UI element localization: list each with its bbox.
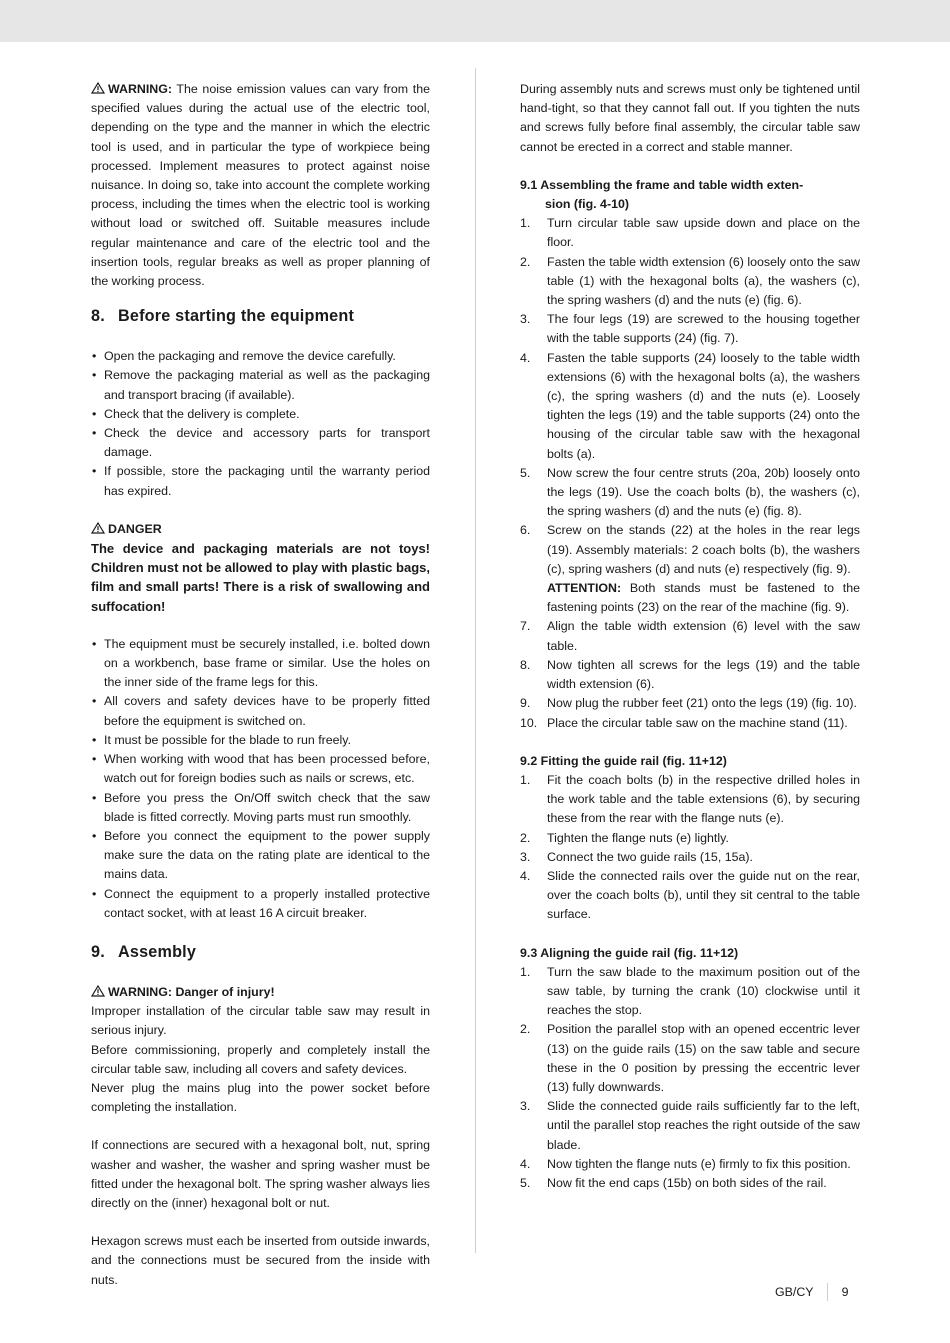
section-9-2-heading: 9.2 Fitting the guide rail (fig. 11+12): [520, 753, 727, 768]
step-number: 2.: [520, 830, 531, 845]
step-text: Align the table width extension (6) level with the saw table.: [547, 619, 860, 653]
list-item: • Before you connect the equipment to the power supply make sure the data on the rating plate are identical to the mains data.: [91, 827, 430, 885]
before-start-list: [91, 347, 430, 501]
section-9-1-steps: [520, 214, 860, 732]
injury-warning-p3: Never plug the mains plug into the power socket before completing the installation.: [91, 1080, 430, 1115]
step-number: 5.: [520, 1175, 531, 1190]
step-text: Now screw the four centre struts (20a, 20b) loosely onto the legs (19). Use the coach bolts (b), the washers (c), the spring washers (d) and the nuts (e) (fig. 8).: [547, 465, 860, 519]
step-item: [520, 464, 860, 522]
step-number: 4.: [520, 1156, 531, 1171]
list-item: • It must be possible for the blade to run freely.: [91, 731, 430, 750]
step-number: 3.: [520, 1099, 531, 1114]
footer-separator: [827, 1283, 828, 1301]
danger-heading: DANGER: [91, 520, 430, 539]
warning-text: The noise emission values can vary from the specified values during the actual use of the electric tool, depending on the type and the manner in which the electric tool is used, and in particular the type of workpiece being processed. Implement measures to protect against noise nuisance. In doing so, take into account the complete working process, including the times when the electric tool is working without load or switched off. Suitable measures include regular maintenance and care of the electric tool and the insertion tools, regular breaks as well as proper planning of the working process.: [91, 82, 430, 289]
step-text: Now tighten the flange nuts (e) firmly to fix this position.: [547, 1156, 851, 1171]
section-8-heading: 8. Before starting the equipment: [91, 307, 355, 326]
step-number: 5.: [520, 465, 531, 480]
warning-label: WARNING:: [108, 82, 173, 96]
right-column: [520, 80, 860, 1193]
step-text: Fit the coach bolts (b) in the respective drilled holes in the work table and the table extensions (6), by securing these from the rear with the flange nuts (e).: [547, 772, 860, 826]
step-text: Position the parallel stop with an opened eccentric lever (13) on the guide rails (15) on the saw table and secure these in the 0 position by pressing the eccentric lever (13) fully downwards.: [547, 1022, 860, 1094]
step-number: 1.: [520, 216, 531, 231]
step-item: [520, 867, 860, 925]
page-header-band: [0, 0, 950, 42]
step-number: 2.: [520, 1022, 531, 1037]
step-item: [520, 310, 860, 348]
step-number: 6.: [520, 523, 531, 538]
step-item: [520, 714, 860, 733]
step-number: 9.: [520, 696, 531, 711]
step-item: [520, 253, 860, 311]
warning-triangle-icon: [91, 985, 105, 997]
step-number: 8.: [520, 657, 531, 672]
step-text: The four legs (19) are screwed to the housing together with the table supports (24) (fig. 7).: [547, 312, 860, 346]
step-number: 4.: [520, 350, 531, 365]
section-9-heading: 9. Assembly: [91, 942, 197, 961]
assembly-intro: During assembly nuts and screws must only be tightened until hand-tight, so that they cannot fall out. If you tighten the nuts and screws fully before final assembly, the circular table saw cannot be erected in a correct and stable manner.: [520, 82, 860, 154]
left-column: [91, 80, 430, 1290]
step-item: [520, 1097, 860, 1155]
step-text: Fasten the table width extension (6) loosely onto the saw table (1) with the hexagonal bolts (a), the washers (c), the spring washers (d) and the nuts (e) (fig. 6).: [547, 254, 860, 308]
step-number: 1.: [520, 772, 531, 787]
step-text: Turn the saw blade to the maximum position out of the saw table, by turning the crank (10) clockwise until it reaches the stop.: [547, 964, 860, 1018]
injury-warning-heading: WARNING: Danger of injury!: [91, 983, 430, 1002]
step-text: Slide the connected rails over the guide nut on the rear, over the coach bolts (b), until they sit central to the table surface.: [547, 868, 860, 922]
list-item: • Before you press the On/Off switch check that the saw blade is fitted correctly. Moving parts must run smoothly.: [91, 789, 430, 827]
step-number: 2.: [520, 254, 531, 269]
step-text: Slide the connected guide rails sufficiently far to the left, until the parallel stop reaches the right outside of the saw blade.: [547, 1099, 860, 1152]
step-item: [520, 1020, 860, 1097]
section-9-2-steps: [520, 771, 860, 925]
step-text: Now fit the end caps (15b) on both sides of the rail.: [547, 1175, 827, 1190]
step-text: Place the circular table saw on the machine stand (11).: [547, 715, 848, 730]
list-item: • Remove the packaging material as well as the packaging and transport bracing (if available).: [91, 366, 430, 404]
step-text: Fasten the table supports (24) loosely to the table width extensions (6) with the hexagonal bolts (a), the washers (c), the spring washers (d) and the nuts (e). Loosely tighten the legs (19) and the table supports (24) onto the housing of the circular table saw with the hexagonal bolts (a).: [547, 350, 860, 461]
bolts-paragraph: If connections are secured with a hexagonal bolt, nut, spring washer and washer, the washer and spring washer must be fitted under the hexagonal bolt. The spring washer always lies directly on the (inner) hexagonal bolt or nut.: [91, 1138, 430, 1210]
step-number: 3.: [520, 312, 531, 327]
danger-triangle-icon: [91, 522, 105, 534]
step-number: 1.: [520, 964, 531, 979]
step-item: [520, 1174, 860, 1193]
step-item: [520, 349, 860, 464]
language-code: GB/CY: [775, 1285, 814, 1299]
step-text: Tighten the flange nuts (e) lightly.: [547, 830, 729, 845]
section-9-3-steps: [520, 963, 860, 1193]
danger-text: The device and packaging materials are not toys! Children must not be allowed to play with plastic bags, film and small parts! There is a risk of swallowing and suffocation!: [91, 541, 430, 614]
step-item: [520, 1155, 860, 1174]
attention-label: ATTENTION:: [547, 581, 622, 596]
step-text: Now tighten all screws for the legs (19) and the table width extension (6).: [547, 657, 860, 692]
step-number: 7.: [520, 619, 531, 634]
noise-warning-paragraph: [91, 80, 430, 291]
step-number: 4.: [520, 868, 531, 883]
list-item: • When working with wood that has been processed before, watch out for foreign bodies such as nails or screws, etc.: [91, 750, 430, 788]
list-item: • Connect the equipment to a properly installed protective contact socket, with at least 16 A circuit breaker.: [91, 885, 430, 923]
warning-triangle-icon: [91, 82, 105, 94]
list-item: • Open the packaging and remove the device carefully.: [91, 347, 430, 366]
step-text: Turn circular table saw upside down and place on the floor.: [547, 216, 860, 250]
list-item: • Check that the delivery is complete.: [91, 405, 430, 424]
step-item: [520, 617, 860, 655]
step-item: [520, 829, 860, 848]
list-item: • If possible, store the packaging until the warranty period has expired.: [91, 462, 430, 500]
section-9-3-heading: 9.3 Aligning the guide rail (fig. 11+12): [520, 945, 739, 960]
step-item: [520, 214, 860, 252]
injury-warning-p1: Improper installation of the circular table saw may result in serious injury.: [91, 1004, 430, 1038]
step-item: [520, 694, 860, 713]
injury-warning-p2: Before commissioning, properly and completely install the circular table saw, including all covers and safety devices.: [91, 1042, 430, 1076]
list-item: • All covers and safety devices have to be properly fitted before the equipment is switched on.: [91, 692, 430, 730]
step-text: Connect the two guide rails (15, 15a).: [547, 849, 753, 864]
step-number: 10.: [520, 715, 538, 730]
page-footer: [775, 1283, 848, 1301]
step-number: 3.: [520, 849, 531, 864]
list-item: • Check the device and accessory parts for transport damage.: [91, 424, 430, 462]
attention-text: Both stands must be fastened to the fastening points (23) on the rear of the machine (fig. 9).: [547, 581, 860, 615]
step-text: Screw on the stands (22) at the holes in the rear legs (19). Assembly materials: 2 coach bolts (b), the washers (c), spring washers (d) and nuts (e) respectively (fig. 9).: [547, 523, 860, 576]
step-item: [520, 848, 860, 867]
step-item: [520, 963, 860, 1021]
column-divider: [475, 68, 476, 1253]
step-text: Now plug the rubber feet (21) onto the legs (19) (fig. 10).: [547, 696, 857, 711]
step-item: [520, 521, 860, 617]
hexagon-paragraph: Hexagon screws must each be inserted from outside inwards, and the connections must be secured from the inside with nuts.: [91, 1234, 430, 1287]
step-item: [520, 656, 860, 694]
installation-list: [91, 635, 430, 923]
list-item: • The equipment must be securely installed, i.e. bolted down on a workbench, base frame or similar. Use the holes on the inner side of the frame legs for this.: [91, 635, 430, 693]
section-9-1-heading: 9.1 Assembling the frame and table width exten- sion (fig. 4-10): [520, 177, 804, 212]
page-number: 9: [841, 1285, 849, 1299]
step-item: [520, 771, 860, 829]
